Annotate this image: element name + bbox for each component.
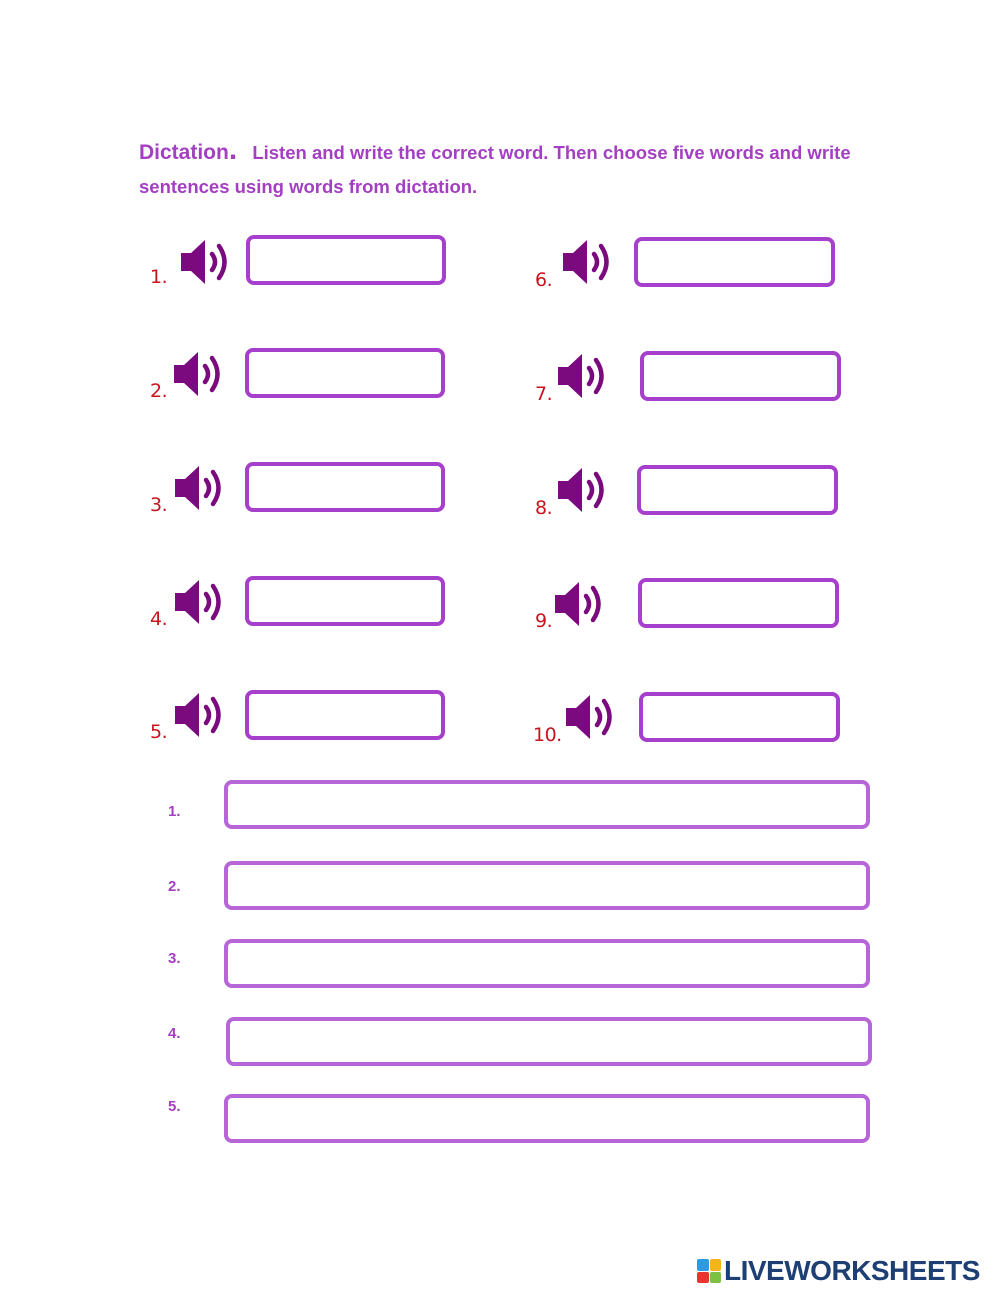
dictation-input-8[interactable]: [637, 465, 838, 515]
instructions-header: [139, 133, 879, 204]
speaker-icon[interactable]: [553, 578, 609, 630]
dictation-input-1[interactable]: [246, 235, 446, 285]
speaker-icon[interactable]: [561, 236, 617, 288]
dictation-number-8: 8.: [535, 497, 553, 519]
dictation-input-6[interactable]: [634, 237, 835, 287]
dictation-number-4: 4.: [150, 608, 168, 630]
dictation-number-7: 7.: [535, 383, 553, 405]
speaker-icon[interactable]: [179, 236, 235, 288]
speaker-icon[interactable]: [564, 691, 620, 743]
logo-tile: [710, 1259, 722, 1271]
dictation-input-2[interactable]: [245, 348, 445, 398]
dictation-number-5: 5.: [150, 721, 168, 743]
logo-tile: [697, 1272, 709, 1284]
instructions-text: Listen and write the correct word. Then choose five words and write sentences using words from dictation.: [139, 142, 851, 197]
dictation-number-2: 2.: [150, 380, 168, 402]
speaker-icon[interactable]: [556, 350, 612, 402]
dictation-number-1: 1.: [150, 266, 168, 288]
speaker-icon[interactable]: [172, 348, 228, 400]
title-dot: .: [228, 133, 238, 166]
dictation-input-9[interactable]: [638, 578, 839, 628]
sentence-input-5[interactable]: [224, 1094, 870, 1143]
speaker-icon[interactable]: [173, 462, 229, 514]
sentence-number-4: 4.: [168, 1025, 181, 1042]
page-title: Dictation: [139, 141, 229, 164]
dictation-input-4[interactable]: [245, 576, 445, 626]
dictation-number-3: 3.: [150, 494, 168, 516]
dictation-input-10[interactable]: [639, 692, 840, 742]
sentence-input-1[interactable]: [224, 780, 870, 829]
sentence-input-4[interactable]: [226, 1017, 872, 1066]
sentence-input-3[interactable]: [224, 939, 870, 988]
dictation-input-3[interactable]: [245, 462, 445, 512]
logo-tile: [697, 1259, 709, 1271]
dictation-input-5[interactable]: [245, 690, 445, 740]
dictation-number-10: 10.: [533, 724, 562, 746]
dictation-number-9: 9.: [535, 610, 553, 632]
dictation-number-6: 6.: [535, 269, 553, 291]
sentence-number-5: 5.: [168, 1098, 181, 1115]
speaker-icon[interactable]: [173, 689, 229, 741]
speaker-icon[interactable]: [556, 464, 612, 516]
sentence-number-2: 2.: [168, 878, 181, 895]
sentence-number-1: 1.: [168, 803, 181, 820]
logo-grid-icon: [697, 1259, 721, 1283]
speaker-icon[interactable]: [173, 576, 229, 628]
sentence-number-3: 3.: [168, 950, 181, 967]
logo-text: LIVEWORKSHEETS: [724, 1255, 980, 1286]
liveworksheets-logo: [697, 1255, 980, 1287]
dictation-input-7[interactable]: [640, 351, 841, 401]
sentence-input-2[interactable]: [224, 861, 870, 910]
logo-tile: [710, 1272, 722, 1284]
